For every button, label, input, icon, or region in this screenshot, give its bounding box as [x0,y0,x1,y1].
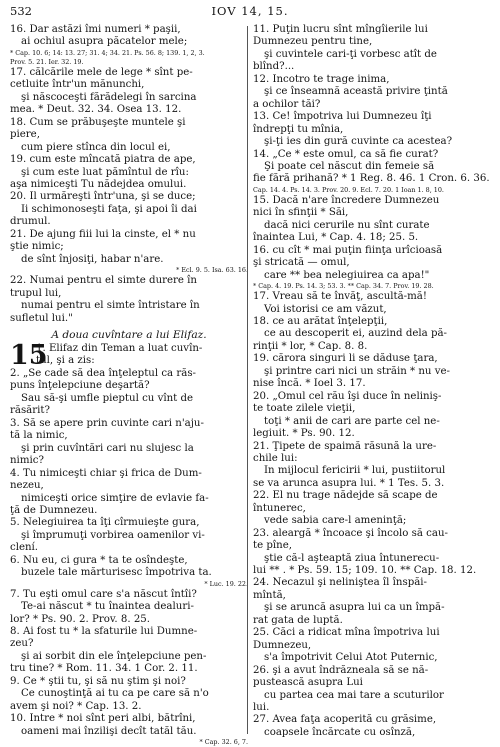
verse-line: 17. Vreau să te învăţ, ascultă-mă! [253,291,427,303]
verse-line: tul, şi a zis: [36,355,95,367]
verse-line: ai ochiul asupra păcatelor mele; [21,36,188,48]
verse-line: pustească asupra Lui [253,677,363,689]
verse-line: 16. Dar astăzi îmi numeri * paşii, [10,24,181,35]
verse-line: Ce cunoştinţă ai tu ca pe care să n'o [21,688,209,700]
verse-line: 7. Tu eşti omul care s'a născut întîi? [10,588,197,600]
cross-reference: * Cap. 10. 6; 14: 13. 27; 31. 4; 34. 21. Ps. 56. 8; 139. 1, 2, 3. [10,48,205,57]
verse-line: 3. Să se apere prin cuvinte cari n'aju- [10,417,204,429]
verse-line: 10. Intre * noi sînt peri albi, bătrîni, [10,713,196,725]
verse-line: 18. Cum se prăbuşeşte muntele şi [10,116,186,128]
section-heading: A doua cuvîntare a lui Elifaz. [51,328,207,341]
verse-line: 20. „Omul cel rău îşi duce în neliniş- [253,390,442,402]
verse-line: 25. Căci a ridicat mîna împotriva lui [253,627,440,639]
verse-line: ştie că-l aşteaptă ziua întunerecu- [264,552,440,564]
verse-line: 20. Il urmăreşti într'una, şi se duce; [10,191,196,203]
verse-line: întunerec, [253,502,306,514]
verse-line: legiuit. * Ps. 90. 12. [253,428,355,440]
verse-line: şi născoceşti fărădelegi în sarcina [21,91,197,103]
verse-line: Ii schimonoseşti faţa, şi apoi îi dai [21,203,197,215]
verse-line: şi ai sorbit din ele înţelepciune pen- [21,650,207,662]
verse-line: s'a împotrivit Celui Atot Puternic, [264,652,438,664]
verse-line: 4. Tu nimiceşti chiar şi frica de Dum- [10,467,202,479]
chapter-opening [10,339,248,371]
page-number: 532 [10,4,32,18]
verse-line: 21. De ajung fiii lui la cinste, el * nu [10,228,196,240]
verse-line: şi cum este luat pămîntul de rîu: [21,166,189,178]
verse-line: Dumnezeu pentru tine, [253,36,373,48]
verse-line: 2. „Se cade să dea înţeleptul ca răs- [10,367,196,379]
verse-line: 26. şi a avut îndrăzneala să se nă- [253,664,429,676]
verse-line: răsărit? [10,405,50,417]
verse-line: ce au descoperit ei, auzind dela pă- [264,328,447,340]
verse-line: 9. Ce * ştii tu, şi să nu ştim şi noi? [10,675,186,687]
verse-line: 17. călcările mele de lege * sînt pe- [10,66,193,78]
verse-line: nici în sfinţii * Săi, [253,207,349,219]
verse-line: lui ** . * Ps. 59. 15; 109. 10. ** Cap. 18. 12. [253,565,477,577]
verse-line: zeu? [10,638,34,650]
verse-line: şi împrumuţi vorbirea oamenilor vi- [21,529,205,541]
verse-line: te toate zilele vieţii, [253,403,356,415]
verse-line: 13. Ce! împotriva lui Dumnezeu îţi [253,111,432,123]
verse-line: înaintea Lui, * Cap. 4. 18; 25. 5. [253,232,419,244]
verse-line: 14. „Ce * este omul, ca să fie curat? [253,148,439,160]
verse-line: 11. Puţin lucru sînt mîngîierile lui [253,24,428,35]
verse-line: lor? * Ps. 90. 2. Prov. 8. 25. [10,613,151,625]
verse-line: 16. cu cît * mai puţin fiinţa urîcioasă [253,244,443,256]
column-divider [247,26,248,734]
verse-line: piere, [10,129,40,141]
verse-line: a ochilor tăi? [253,98,321,110]
verse-line: 12. Incotro te trage inima, [253,73,390,85]
verse-line: toţi * anii de cari are parte cel ne- [264,415,440,427]
verse-line: avem şi noi? * Cap. 13. 2. [10,700,142,712]
verse-line: buzele tale mărturisesc împotriva ta. [21,567,212,579]
verse-line: de sînt înjosiţi, habar n'are. [21,253,164,265]
verse-line: drumul. [10,216,51,228]
verse-line: Dumnezeu, [253,639,312,651]
verse-line: mîntă, [253,589,286,601]
chapter-number: 15 [10,339,48,371]
verse-line: şi-ţi ies din gură cuvinte ca acestea? [264,136,453,148]
verse-line: cu partea cea mai tare a scuturilor [264,689,444,701]
verse-line: blînd?... [253,61,295,73]
verse-line: vede sabia care-l ameninţă; [264,515,407,527]
cross-reference: * Cap. 32. 6, 7. [199,738,248,747]
verse-line: 6. Nu eu, ci gura * ta te osîndeşte, [10,554,188,566]
right-column-verses [253,24,491,739]
verse-line: şi prin cuvîntări cari nu slujesc la [21,442,194,454]
verse-line: 15. Dacă n'are încredere Dumnezeu [253,194,440,206]
cross-reference: * Luc. 19. 22. [204,579,248,588]
verse-line: clení. [10,542,39,554]
page-header [0,4,500,20]
right-column [253,24,491,736]
verse-line: 23. aleargă * încoace şi încolo să cau- [253,527,448,539]
verse-line: 8. Ai fost tu * la sfaturile lui Dumne- [10,626,198,638]
verse-line: aşa nimiceşti Tu nădejdea omului. [10,178,187,190]
verse-line: coapsele încărcate cu osînză, [264,726,416,738]
cross-reference: * Cap. 4. 19. Ps. 14. 3; 53. 3. ** Cap. 34. 7. Prov. 19. 28. [253,282,434,291]
verse-line: nimiceşti orice simţire de evlavie fa- [21,492,209,504]
verse-line: lui. [253,702,270,714]
verse-line: cetluite într'un mănunchi, [10,79,145,91]
left-column-verses [10,24,248,325]
left-column-verses-continued [10,368,248,747]
verse-line: şi stricată — omul, [253,257,350,269]
verse-line: 1. Elifaz din Teman a luat cuvîn- [36,342,203,354]
verse-line: oameni mai înzilişi decît tatăl tău. [21,725,197,737]
verse-line: puns înţelepciune deşartă? [10,380,150,392]
running-title: IOV 14, 15. [211,4,289,18]
verse-line: 27. Avea faţa acoperită cu grăsime, [253,714,437,726]
verse-line: 22. El nu trage nădejde să scape de [253,490,438,502]
cross-reference: Prov. 5. 21. Ier. 32. 19. [10,57,84,66]
verse-line: se va arunca asupra lui. * 1 Tes. 5. 3. [253,477,445,489]
verse-line: In mijlocul fericirii * lui, pustiitorul [264,465,446,477]
verse-line: îndrepţi tu mînia, [253,123,344,135]
verse-line: 22. Numai pentru el simte durere în [10,275,197,287]
cross-reference: Cap. 14. 4. Ps. 14. 3. Prov. 20. 9. Ecl. 7. 20. 1 Ioan 1. 8, 10. [253,185,444,194]
verse-line: 19. cum este mîncată piatra de ape, [10,154,196,166]
verse-line: Voi istorisi ce am văzut, [264,303,387,315]
verse-line: sufletul lui." [10,312,73,324]
verse-line: 19. cărora singuri li se dăduse ţara, [253,353,438,365]
verse-line: te pîne, [253,540,292,552]
verse-line: mea. * Deut. 32. 34. Osea 13. 12. [10,104,182,116]
verse-line: Şi poate cel născut din femeie să [264,160,435,172]
verse-line: şi se aruncă asupra lui ca un împă- [264,602,445,614]
verse-line: fie fără prihană? * 1 Reg. 8. 46. 1 Cron. 6. 36. [253,173,490,185]
verse-line: 21. Ţipete de spaimă răsună la ure- [253,440,437,452]
cross-reference: * Ecl. 9. 5. Isa. 63. 16. [176,266,248,275]
verse-line: şi cuvintele cari-ţi vorbesc atît de [264,48,437,60]
verse-line: numai pentru el simte întristare în [21,300,200,312]
verse-line: ştie nimic; [10,241,64,253]
verse-line: trupul lui, [10,287,62,299]
verse-line: 18. ce au arătat înţelepţii, [253,315,388,327]
verse-line: tru tine? * Rom. 11. 34. 1 Cor. 2. 11. [10,663,198,675]
verse-line: tă la nimic, [10,430,68,442]
verse-line: 24. Necazul şi neliniştea îl înspăi- [253,577,427,589]
verse-line: care ** bea nelegiuirea ca apa!" [264,269,430,281]
verse-line: şi printre cari nici un străin * nu ve- [264,365,450,377]
verse-line: Sau să-şi umfle pieptul cu vînt de [21,392,194,404]
verse-line: rat gata de luptă. [253,614,343,626]
verse-line: nise încă. * Ioel 3. 17. [253,378,366,390]
verse-line: cum piere stînca din locul ei, [21,141,171,153]
verse-line: dacă nici cerurile nu sînt curate [264,219,430,231]
left-column [10,24,248,747]
verse-line: ţă de Dumnezeu. [10,504,98,516]
verse-line: nezeu, [10,480,44,492]
verse-line: şi ce înseamnă această privire ţintă [264,86,448,98]
verse-line: 5. Nelegiuirea ta îţi cîrmuieşte gura, [10,517,200,529]
verse-line: rinţii * lor, * Cap. 8. 8. [253,340,368,352]
verse-line: Te-ai născut * tu înaintea dealuri- [21,601,194,613]
verse-line: nimic? [10,455,44,467]
verse-line: chile lui: [253,452,298,464]
